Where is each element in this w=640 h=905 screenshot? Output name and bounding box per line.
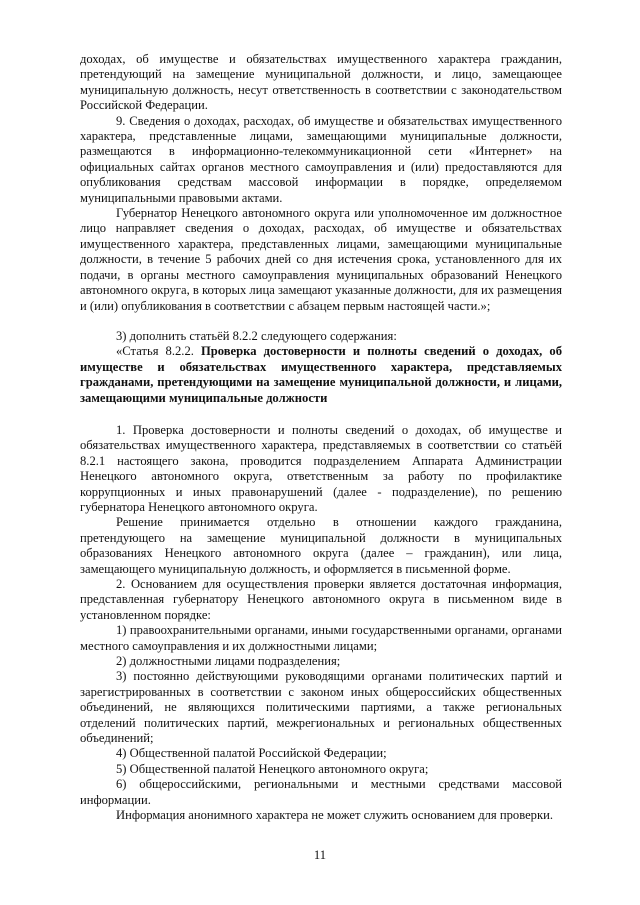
article-heading xyxy=(80,344,562,406)
paragraph-7: Решение принимается отдельно в отношении каждого гражданина, претендующего на замещение муниципальной должности в муниципальных образованиях Ненецкого автономного округа (далее – гражданин), или лица, замещающего муниципальную должность, и оформляется в письменной форме. xyxy=(80,515,562,576)
paragraph-4: 3) дополнить статьёй 8.2.2 следующего содержания: xyxy=(116,328,397,343)
paragraph-last: Информация анонимного характера не может служить основанием для проверки. xyxy=(116,808,553,823)
paragraph-6: 1. Проверка достоверности и полноты сведений о доходах, об имуществе и обязательствах имущественного характера, представляемых в соответствии со статьёй 8.2.1 настоящего закона, проводится подразделением Аппарата Администрации Ненецкого автономного округа, ответственным за работу по профилактике коррупционных и иных правонарушений (далее - подразделение), по решению губернатора Ненецкого автономного округа. xyxy=(80,422,562,514)
list-item-4: 4) Общественной палатой Российской Федерации; xyxy=(116,746,387,761)
paragraph-8: 2. Основанием для осуществления проверки является достаточная информация, представленная губернатору Ненецкого автономного округа в письменном виде в установленном порядке: xyxy=(80,577,562,622)
paragraph-3: Губернатор Ненецкого автономного округа или уполномоченное им должностное лицо направляет сведения о доходах, расходах, об имуществе и обязательствах имущественного характера, представленных лицами, замещающими муниципальные должности, в течение 5 рабочих дней со дня истечения срока, установленного для их подачи, в органы местного самоуправления муниципальных образований Ненецкого автономного округа, в которых лица замещают указанные должности, для их размещения и (или) опубликования в соответствии с абзацем первым настоящей части.»; xyxy=(80,206,562,313)
list-item-3: 3) постоянно действующими руководящими органами политических партий и зарегистрированных в соответствии с законом иных общероссийских общественных объединений, не являющихся политическими партиями, а также региональных отделений политических партий, межрегиональных и региональных общественных объединений; xyxy=(80,669,562,746)
spacer xyxy=(80,406,562,423)
list-item-5: 5) Общественной палатой Ненецкого автономного округа; xyxy=(116,761,429,776)
spacer xyxy=(80,314,562,329)
list-item-1: 1) правоохранительными органами, иными государственными органами, органами местного самоуправления и их должностными лицами; xyxy=(80,623,562,653)
list-item-6: 6) общероссийскими, региональными и местными средствами массовой информации. xyxy=(80,777,562,807)
document-body xyxy=(80,52,562,824)
paragraph-1: доходах, об имуществе и обязательствах имущественного характера гражданин, претендующий на замещение муниципальной должности, и лицо, замещающее муниципальную должность, несут ответственность в соответствии с законодательством Российской Федерации. xyxy=(80,52,562,113)
list-item-2: 2) должностными лицами подразделения; xyxy=(116,654,341,669)
paragraph-2: 9. Сведения о доходах, расходах, об имуществе и обязательствах имущественного характера, представленные лицами, замещающими муниципальные должности, размещаются в информационно-телекоммуникационной сети «Интернет» на официальных сайтах органов местного самоуправления и (или) предоставляются для опубликования средствам массовой информации в порядке, определяемом муниципальными правовыми актами. xyxy=(80,113,562,205)
article-number: «Статья 8.2.2. xyxy=(116,344,201,359)
article-title: Проверка достоверности и полноты сведений о доходах, об имуществе и обязательствах имущественного характера, представляемых гражданами, претендующими на замещение муниципальной должности, и лицами, замещающими муниципальные должности xyxy=(80,344,562,405)
page-number: 11 xyxy=(313,848,327,862)
